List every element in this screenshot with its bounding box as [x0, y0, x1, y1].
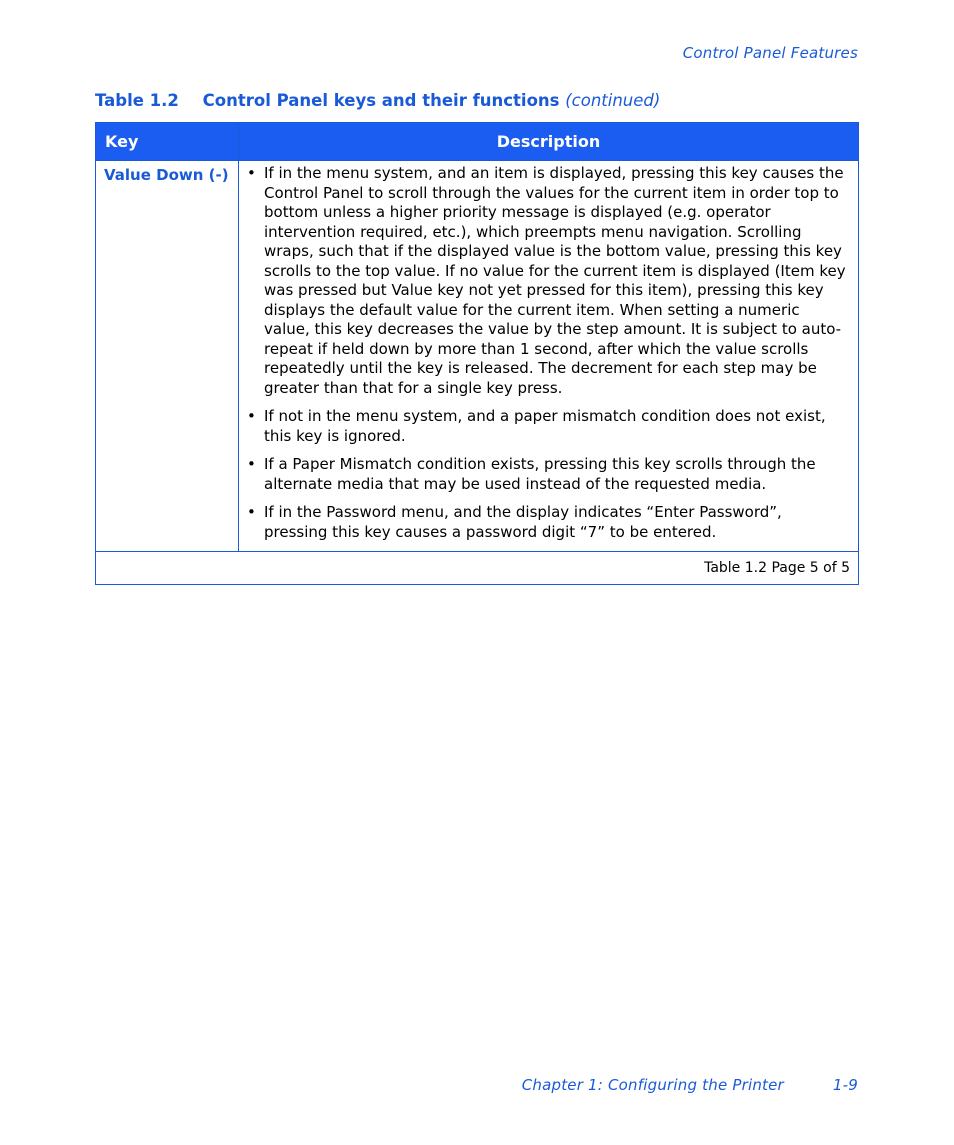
table-page-indicator: Table 1.2 Page 5 of 5	[96, 552, 859, 585]
table-title: Control Panel keys and their functions	[202, 91, 560, 110]
table-header-row	[96, 123, 859, 161]
page-number: 1-9	[832, 1076, 858, 1094]
description-bullet	[247, 503, 846, 542]
key-cell: Value Down (-)	[96, 161, 239, 552]
bullet-icon: •	[247, 503, 256, 521]
running-header: Control Panel Features	[682, 44, 858, 62]
description-cell	[239, 161, 859, 552]
column-header-key: Key	[96, 123, 239, 161]
description-bullet	[247, 407, 846, 446]
table-row	[96, 161, 859, 552]
control-panel-keys-table	[95, 122, 859, 585]
bullet-icon: •	[247, 455, 256, 473]
bullet-text: If a Paper Mismatch condition exists, pressing this key scrolls through the alternate media that may be used instead of the requested media.	[264, 455, 816, 493]
bullet-text: If in the menu system, and an item is displayed, pressing this key causes the Control Panel to scroll through the values for the current item in order top to bottom unless a higher priority message is displayed (e.g. operator intervention required, etc.), which preempts menu navigation. Scrolling wraps, such that if the displayed value is the bottom value, pressing this key scrolls to the top value. If no value for the current item is displayed (Item key was pressed but Value key not yet pressed for this item), pressing this key displays the default value for the current item. When setting a numeric value, this key decreases the value by the step amount. It is subject to auto-repeat if held down by more than 1 second, after which the value scrolls repeatedly until the key is released. The decrement for each step may be greater than that for a single key press.	[264, 164, 846, 397]
table-footer-row	[96, 552, 859, 585]
table-caption	[95, 91, 660, 110]
description-bullet-list	[247, 164, 846, 542]
continued-label: (continued)	[565, 91, 661, 110]
bullet-text: If in the Password menu, and the display indicates “Enter Password”, pressing this key causes a password digit “7” to be entered.	[264, 503, 782, 541]
chapter-title: Chapter 1: Configuring the Printer	[521, 1076, 784, 1094]
column-header-description: Description	[239, 123, 859, 161]
table-number: Table 1.2	[95, 91, 179, 110]
bullet-icon: •	[247, 164, 256, 182]
bullet-text: If not in the menu system, and a paper mismatch condition does not exist, this key is ignored.	[264, 407, 826, 445]
description-bullet	[247, 164, 846, 398]
bullet-icon: •	[247, 407, 256, 425]
description-bullet	[247, 455, 846, 494]
page-footer	[522, 1076, 858, 1094]
